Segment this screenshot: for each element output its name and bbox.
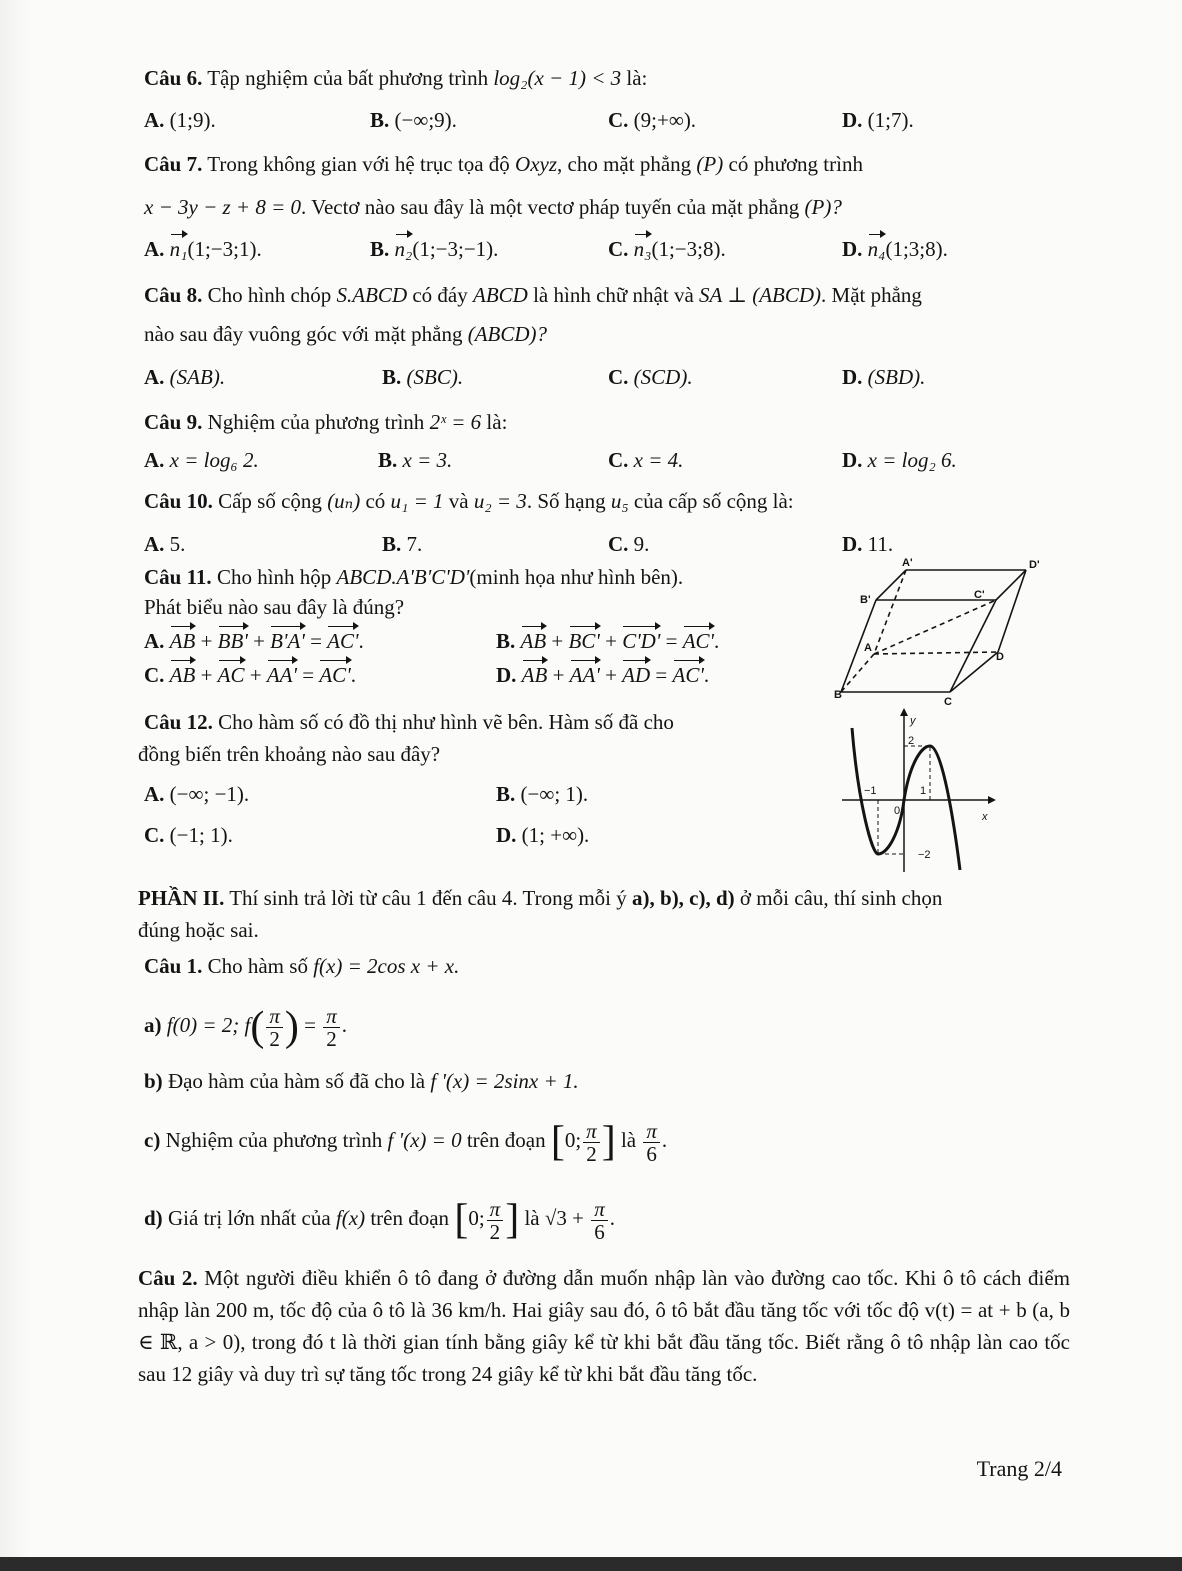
q12-label: Câu 12. [144, 710, 213, 734]
p2q1-stem: Câu 1. Cho hàm số f(x) = 2cos x + x. [144, 954, 460, 978]
p2q1-item-b: b) Đạo hàm của hàm số đã cho là f '(x) = 2sinx + 1. [144, 1069, 579, 1093]
scan-shadow [0, 0, 30, 1571]
q8-option-c: C. (SCD). [608, 365, 693, 389]
q11-option-b: B. AB + BC' + C'D' = AC'. [496, 629, 720, 653]
p2q1-item-a: a) f(0) = 2; f( $\frac{\pi}{2}$ ) = $\frac{\pi}{2}$ . [144, 1003, 347, 1051]
q8-stem-line2: nào sau đây vuông góc với mặt phẳng (ABCD)? [144, 322, 548, 346]
p2q1-item-c: c) Nghiệm của phương trình f '(x) = 0 trên đoạn [0; $\frac{\pi}{2}$ ] là $\frac{\pi}{6}$ . [144, 1118, 668, 1166]
q12-stem-line2: đồng biến trên khoảng nào sau đây? [138, 742, 441, 766]
q8-option-a: A. (SAB). [144, 365, 226, 389]
q7-label: Câu 7. [144, 152, 203, 176]
label-b-prime: B' [860, 594, 871, 606]
q10-option-b: B. 7. [382, 532, 423, 556]
q6-option-c: C. (9;+∞). [608, 108, 697, 132]
label-c-prime: C' [974, 589, 985, 601]
q10-label: Câu 10. [144, 489, 213, 513]
tick-2: 2 [908, 735, 915, 747]
q9-option-c: C. x = 4. [608, 448, 684, 472]
label-c: C [944, 696, 952, 706]
q8-option-b: B. (SBC). [382, 365, 464, 389]
q7-option-a: A. n₁(1;−3;1). [144, 237, 262, 261]
q9-option-a: A. x = log₆ 2. [144, 448, 259, 472]
q11-option-d: D. AB + AA' + AD = AC'. [496, 663, 710, 687]
q7-option-b: B. n₂(1;−3;−1). [370, 237, 499, 261]
q11-option-a: A. AB + BB' + B'A' = AC'. [144, 629, 364, 653]
q8-stem-line1: Câu 8. Cho hình chóp S.ABCD có đáy ABCD là hình chữ nhật và SA ⊥ (ABCD). Mặt phẳng [144, 283, 922, 307]
origin-label: 0 [894, 805, 901, 817]
q12-option-b: B. (−∞; 1). [496, 782, 589, 806]
q7-option-d: D. n₄(1;3;8). [842, 237, 948, 261]
q10-option-d: D. 11. [842, 532, 894, 556]
axis-x-label: x [982, 811, 988, 823]
q10-stem: Câu 10. Cấp số cộng (uₙ) có u₁ = 1 và u₂ = 3. Số hạng u₅ của cấp số cộng là: [144, 489, 794, 513]
label-a-prime: A' [902, 557, 913, 569]
q6-option-b: B. (−∞;9). [370, 108, 457, 132]
q10-option-c: C. 9. [608, 532, 650, 556]
tick-neg-1: −1 [864, 785, 877, 797]
part2-instructions-line1: PHẦN II. Thí sinh trả lời từ câu 1 đến câu 4. Trong mỗi ý a), b), c), d) ở mỗi câu, thí sinh chọn [138, 886, 943, 910]
q11-label: Câu 11. [144, 565, 212, 589]
parallelepiped-figure [826, 556, 1052, 706]
page-number: Trang 2/4 [976, 1456, 1062, 1481]
q6-option-a: A. (1;9). [144, 108, 216, 132]
tick-1: 1 [920, 785, 927, 797]
part2-instructions-line2: đúng hoặc sai. [138, 918, 259, 942]
q9-option-d: D. x = log₂ 6. [842, 448, 957, 472]
p2q2-label: Câu 2. [138, 1266, 198, 1290]
label-d-prime: D' [1029, 559, 1040, 571]
q9-option-b: B. x = 3. [378, 448, 453, 472]
p2q1-label: Câu 1. [144, 954, 203, 978]
p2q2-paragraph: Câu 2. Một người điều khiển ô tô đang ở đường dẫn muốn nhập làn vào đường cao tốc. Khi ô tô cách điểm nhập làn 200 m, tốc độ của ô tô là 36 km/h. Hai giây sau đó, ô tô bắt đầu tăng tốc với tốc độ v(t) = at + b (a, b ∈ ℝ, a > 0), trong đó t là thời gian tính bằng giây kể từ khi bắt đầu tăng tốc. Biết rằng ô tô nhập làn cao tốc sau 12 giây và duy trì sự tăng tốc trong 24 giây kể từ khi bắt đầu tăng tốc. [138, 1266, 1070, 1386]
part2-label: PHẦN II. [138, 886, 225, 910]
q9-stem: Câu 9. Nghiệm của phương trình 2ˣ = 6 là: [144, 410, 508, 434]
label-a: A [864, 642, 872, 654]
q12-option-a: A. (−∞; −1). [144, 782, 250, 806]
q8-option-d: D. (SBD). [842, 365, 926, 389]
q7-stem-line1: Câu 7. Trong không gian với hệ trục tọa độ Oxyz, cho mặt phẳng (P) có phương trình [144, 152, 863, 176]
q6-expression: log₂(x − 1) < 3 [493, 66, 622, 90]
q7-stem-line2: x − 3y − z + 8 = 0. Vectơ nào sau đây là một vectơ pháp tuyến của mặt phẳng (P)? [144, 195, 842, 219]
cubic-graph-figure [842, 702, 1002, 874]
q7-option-c: C. n₃(1;−3;8). [608, 237, 726, 261]
q6-label: Câu 6. [144, 66, 203, 90]
q12-stem-line1: Câu 12. Cho hàm số có đồ thị như hình vẽ bên. Hàm số đã cho [144, 710, 674, 734]
axis-y-label: y [910, 715, 916, 727]
label-d: D [996, 651, 1004, 663]
q12-option-c: C. (−1; 1). [144, 823, 233, 847]
q11-stem-line2: Phát biểu nào sau đây là đúng? [144, 595, 405, 619]
q11-option-c: C. AB + AC + AA' = AC'. [144, 663, 356, 687]
q8-label: Câu 8. [144, 283, 203, 307]
q6-option-d: D. (1;7). [842, 108, 914, 132]
p2q1-item-d: d) Giá trị lớn nhất của f(x) trên đoạn [0; $\frac{\pi}{2}$ ] là √3 + $\frac{\pi}{6}$ . [144, 1196, 615, 1244]
q9-label: Câu 9. [144, 410, 203, 434]
tick-neg-2: −2 [918, 849, 931, 861]
q11-stem-line1: Câu 11. Cho hình hộp ABCD.A'B'C'D'(minh họa như hình bên). [144, 565, 684, 589]
bottom-edge-bar [0, 1557, 1182, 1571]
label-b: B [834, 689, 842, 701]
q6-stem: Câu 6. Tập nghiệm của bất phương trình log₂(x − 1) < 3 là: [144, 66, 648, 90]
q10-option-a: A. 5. [144, 532, 186, 556]
q12-option-d: D. (1; +∞). [496, 823, 590, 847]
